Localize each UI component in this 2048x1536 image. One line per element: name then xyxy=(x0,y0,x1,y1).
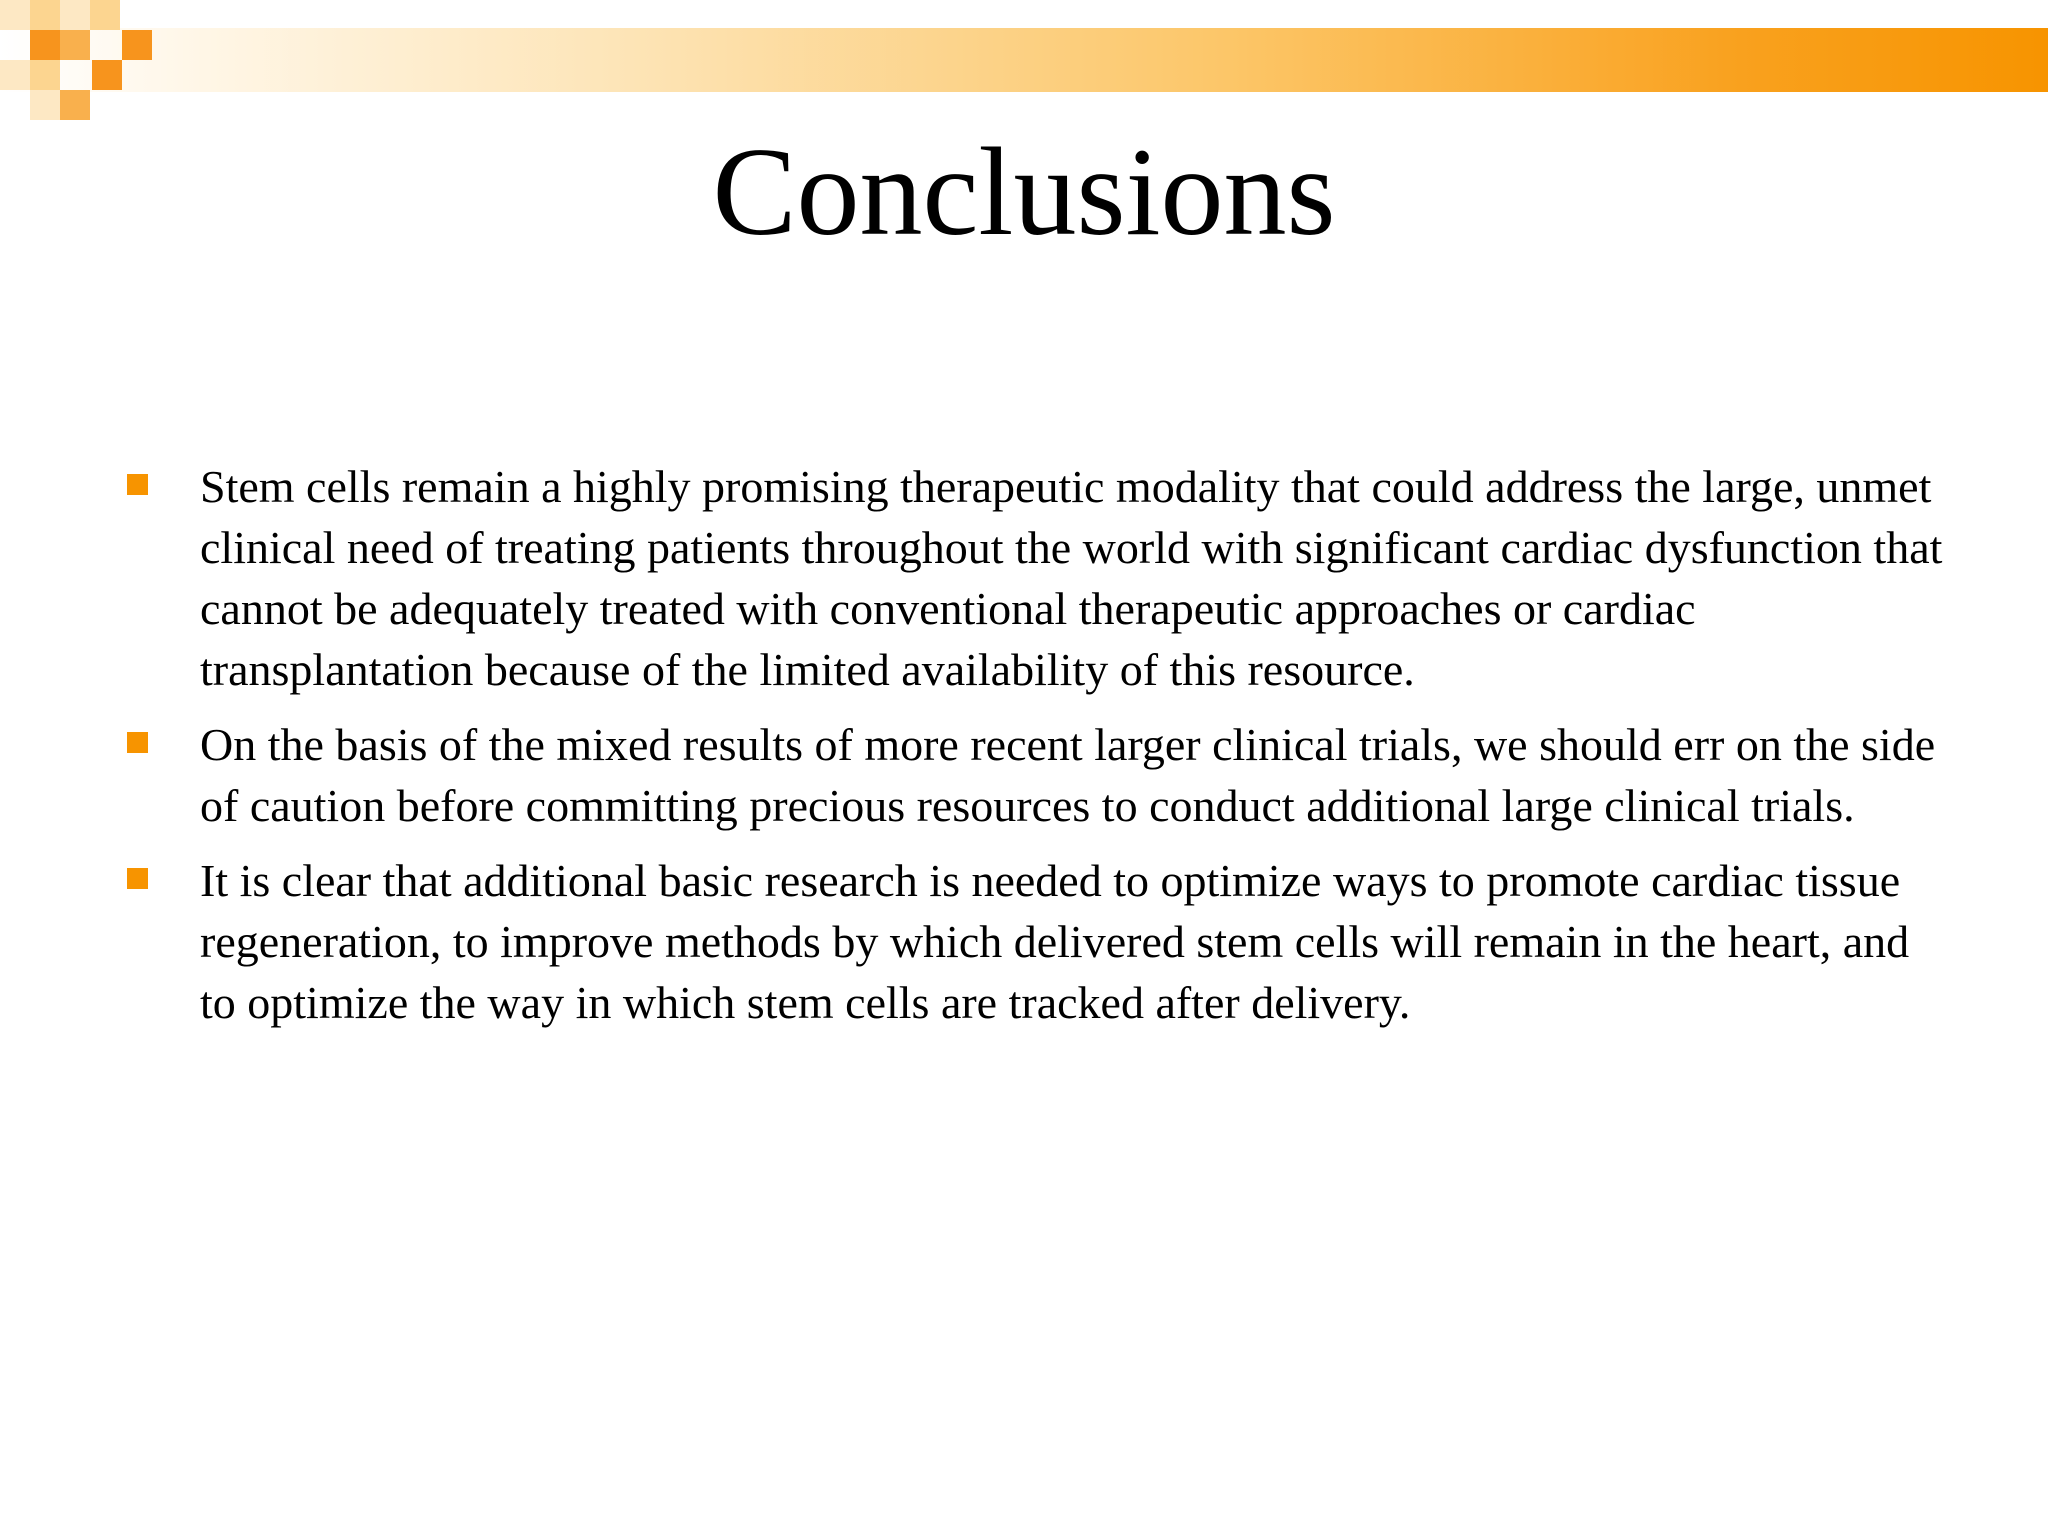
bullet-list xyxy=(118,456,1948,1047)
bullet-item xyxy=(118,456,1948,700)
checkered-squares-logo-icon xyxy=(0,0,160,130)
square-bullet-icon xyxy=(127,732,148,753)
bullet-text: It is clear that additional basic research is needed to optimize ways to promote cardiac tissue regeneration, to improve methods by which delivered stem cells will remain in the heart, and to optimize the way in which stem cells are tracked after delivery. xyxy=(200,855,1910,1028)
slide-title: Conclusions xyxy=(712,123,1336,262)
bullet-item xyxy=(118,714,1948,836)
bullet-item xyxy=(118,850,1948,1033)
bullet-text: Stem cells remain a highly promising therapeutic modality that could address the large, unmet clinical need of treating patients throughout the world with significant cardiac dysfunction that cannot be adequately treated with conventional therapeutic approaches or cardiac transplantation because of the limited availability of this resource. xyxy=(200,461,1943,695)
square-bullet-icon xyxy=(127,868,148,889)
square-bullet-icon xyxy=(127,474,148,495)
header-gradient-bar xyxy=(0,28,2048,92)
bullet-text: On the basis of the mixed results of more recent larger clinical trials, we should err on the side of caution before committing precious resources to conduct additional large clinical trials. xyxy=(200,719,1936,831)
